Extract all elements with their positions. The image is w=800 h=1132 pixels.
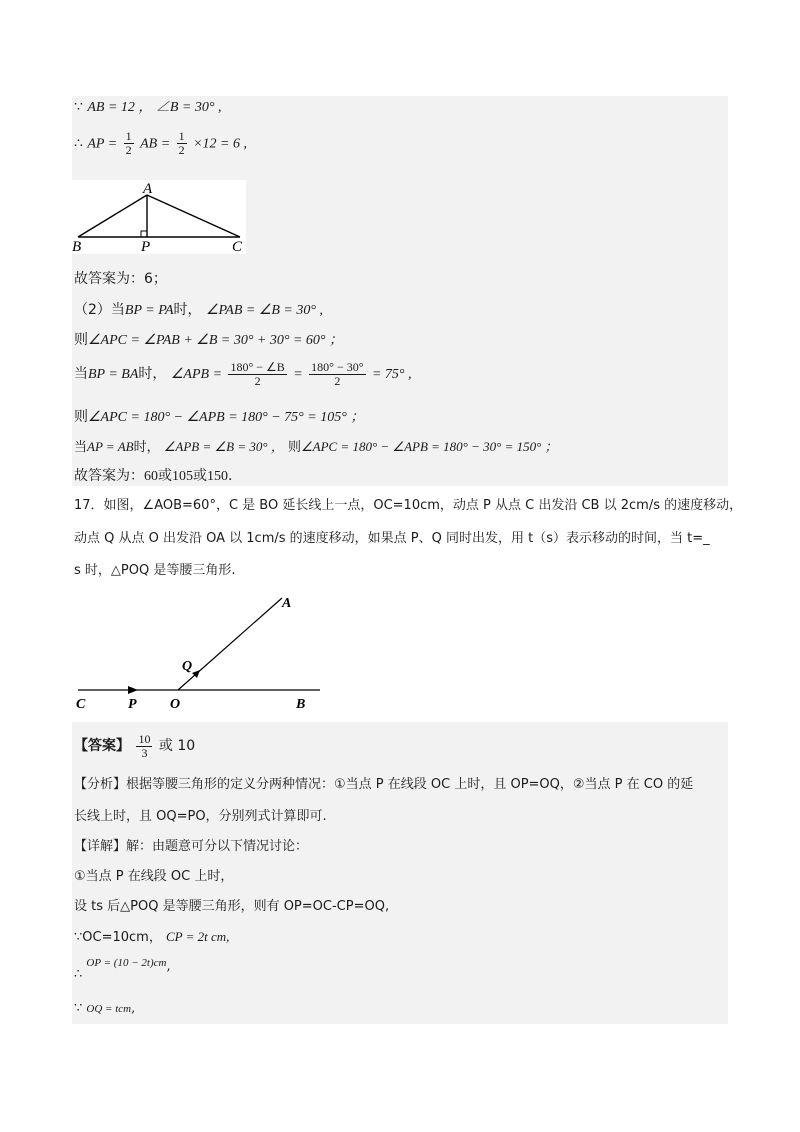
ap-lhs: AP = xyxy=(87,136,118,152)
line-ab-given xyxy=(74,98,222,117)
q17-line-2: 动点 Q 从点 O 出发沿 OA 以 1cm/s 的速度移动，如果点 P、Q 同时出发，用 t（s）表示移动的时间，当 t=_ xyxy=(74,531,710,546)
therefore-symbol: ∴ xyxy=(74,135,83,152)
sol17-analysis-2: 长线上时，且 OQ=PO，分别列式计算即可. xyxy=(74,809,327,824)
label-b: B xyxy=(72,239,82,254)
line-apc-60: 则∠APC = ∠PAB + ∠B = 30° + 30° = 60° ； xyxy=(74,332,344,348)
line-ap-calc xyxy=(74,130,247,157)
line-apc-105: 则∠APC = 180° − ∠APB = 180° − 75° = 105° ； xyxy=(74,409,365,425)
angle-pab-expr: ∠PAB = ∠B = 30° , xyxy=(205,303,323,318)
answer-part-1: 故答案为：6； xyxy=(74,271,167,287)
line-ap-ab: 当AP = AB时， ∠APB = ∠B = 30° ， 则∠APC = 180° − ∠APB = 180° − 30° = 150° ； xyxy=(74,439,558,455)
triangle-abc-figure xyxy=(72,180,246,254)
fraction-180-b: $\frac{180^\circ - \angle B}{2}$ xyxy=(230,359,285,388)
q17-label-b: B xyxy=(296,697,306,712)
because-symbol: ∵ xyxy=(74,99,83,115)
sol17-set: 设 ts 后△POQ 是等腰三角形，则有 OP=OC-CP=OQ, xyxy=(74,899,390,914)
line-bp-ba: 当BP = BA时， ∠APB = $\frac{180^\circ - \angle B}{2}$ = $\frac{180^\circ - 30^\circ}{2}$ = 75° , xyxy=(74,359,412,388)
q17-label-q: Q xyxy=(182,659,193,674)
label-c: C xyxy=(232,239,243,254)
sol17-so: ∴ $^{OP = (10 - 2t)cm}$, xyxy=(74,957,171,982)
ap-mid: AB = xyxy=(140,136,171,152)
sol17-answer: 【答案】 $\frac{10}{3}$ 或 10 xyxy=(74,731,196,760)
given-expression: AB = 12 ， ∠B = 30° , xyxy=(87,100,222,115)
q17-label-a: A xyxy=(282,596,292,611)
fraction-180-30: $\frac{180^\circ - 30^\circ}{2}$ xyxy=(311,359,364,388)
sol17-analysis-1: 【分析】根据等腰三角形的定义分两种情况：①当点 P 在线段 OC 上时，且 OP=OQ，②当点 P 在 CO 的延 xyxy=(74,777,694,792)
fraction-half-1: $\frac{1}{2}$ xyxy=(125,129,132,157)
fraction-10-3: $\frac{10}{3}$ xyxy=(138,731,151,760)
q17-label-c: C xyxy=(76,697,86,712)
fraction-half-2: $\frac{1}{2}$ xyxy=(178,129,185,157)
line-bp-pa: （2）当BP = PA时， ∠PAB = ∠B = 30° , xyxy=(74,302,323,318)
angle-aob-figure xyxy=(70,590,340,720)
q17-line-3: s 时，△POQ 是等腰三角形. xyxy=(74,563,236,578)
ap-rhs: ×12 = 6 , xyxy=(193,136,247,152)
sol17-because: ∵ OQ = tcm, xyxy=(74,1001,136,1016)
label-a: A xyxy=(143,181,153,197)
q17-label-o: O xyxy=(170,697,181,712)
label-p: P xyxy=(141,239,151,254)
answer-part-2: 故答案为：60或105或150. xyxy=(74,468,233,484)
sol17-case-1: ①当点 P 在线段 OC 上时， xyxy=(74,869,234,884)
q17-label-p: P xyxy=(128,697,137,712)
q17-line-1: 17．如图，∠AOB=60°，C 是 BO 延长线上一点，OC=10cm，动点 P 从点 C 出发沿 CB 以 2cm/s 的速度移动， xyxy=(74,498,743,513)
sol17-detail: 【详解】解：由题意可分以下情况讨论： xyxy=(74,839,309,854)
sol17-given: ∵OC=10cm， CP = 2t cm, xyxy=(74,929,230,945)
